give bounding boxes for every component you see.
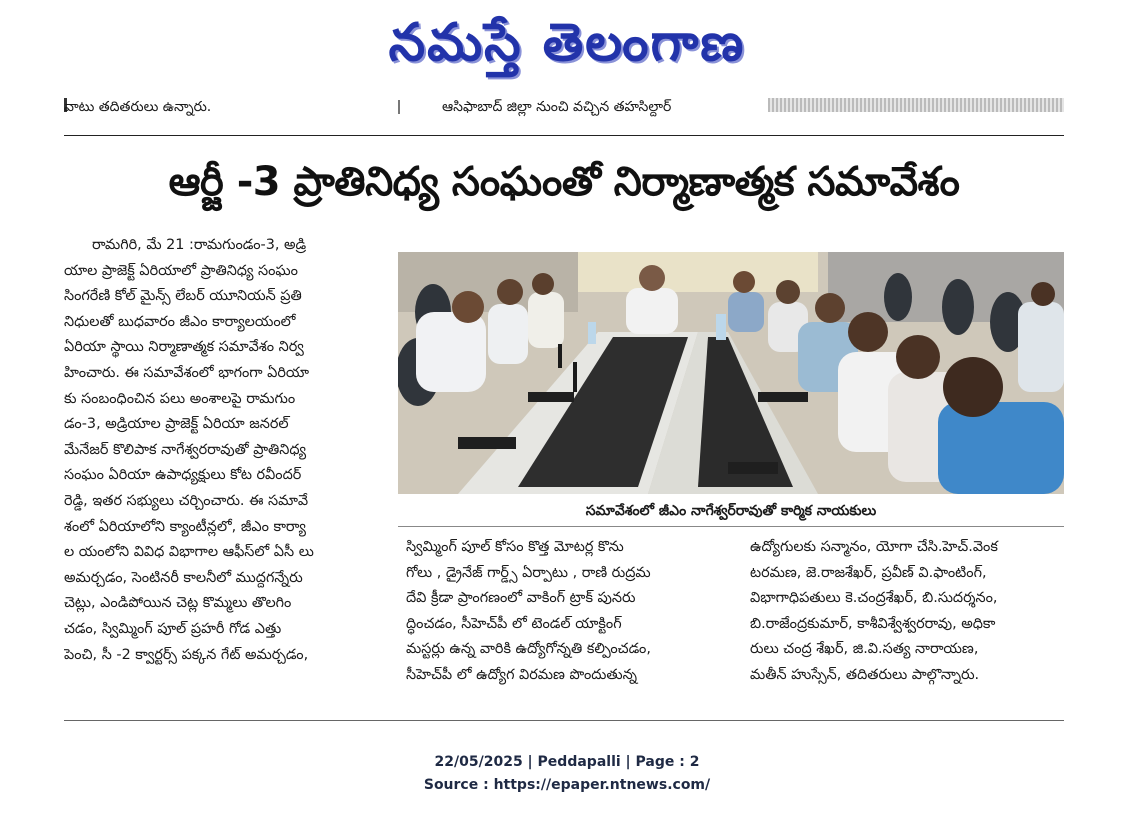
right-line: మతీన్ హుస్సేన్, తదితరులు పాల్గొన్నారు. (750, 666, 980, 683)
lead-line: పెంచి, సీ -2 క్వార్టర్స్ పక్కన గేట్ అమర్చడం, (64, 646, 309, 663)
top-divider (64, 135, 1064, 136)
article-middle-column (406, 535, 732, 689)
right-line: రులు చంద్ర శేఖర్, జి.వి.సత్య నారాయణ, (750, 641, 979, 658)
lead-line: చడం, స్విమ్మింగ్ పూల్ ప్రహరీ గోడ ఎత్తు (64, 620, 282, 637)
middle-line: మస్టర్లు ఉన్న వారికి ఉద్యోగోన్నతి కల్పించడం, (406, 641, 651, 658)
edition-info: 22/05/2025 | Peddapalli | Page : 2 (434, 754, 700, 770)
caption-divider (398, 526, 1064, 527)
column-separator (398, 100, 400, 114)
meeting-photo (398, 252, 1064, 494)
lead-line: మేనేజర్ కొలిపాక నాగేశ్వరరావుతో ప్రాతినిధ్య (64, 441, 307, 458)
source-url: Source : https://epaper.ntnews.com/ (423, 777, 711, 793)
lead-line: రెడ్డి, ఇతర సభ్యులు చర్చించారు. ఈ సమావే (64, 492, 309, 509)
middle-line: సీహెచ్‌పీ లో ఉద్యోగ విరమణ పొందుతున్న (406, 666, 637, 683)
lead-line: యాల ప్రాజెక్ట్ ఏరియాలో ప్రాతినిధ్య సంఘం (64, 262, 298, 279)
lead-line: కు సంబంధించిన పలు అంశాలపై రామగుం (64, 390, 296, 407)
middle-line: స్విమ్మింగ్ పూల్ కోసం కొత్త మోటర్ల కొను (406, 539, 624, 555)
continued-text-left: వాటు తదితరులు ఉన్నారు. (64, 99, 212, 115)
article-right-column (750, 535, 1064, 689)
lead-line: ల యంలోని వివిధ విభాగాల ఆఫీస్‌లో ఏసీ లు (64, 544, 314, 561)
continued-text-right: ఆసిఫాబాద్ జిల్లా నుంచి వచ్చిన తహసిల్దార్ (442, 99, 672, 115)
lead-line: సంఘం ఏరియా ఉపాధ్యక్షులు కోట రవీందర్ (64, 467, 302, 484)
article-lead-column (64, 233, 392, 668)
middle-line: దేవి క్రీడా ప్రాంగణంలో వాకింగ్ ట్రాక్ పునరు (406, 590, 636, 607)
lead-line: హించారు. ఈ సమావేశంలో భాగంగా ఏరియా (64, 364, 310, 381)
lead-line: చెట్లు, ఎండిపోయిన చెట్ల కొమ్మలు తొలగిం (64, 595, 292, 612)
right-line: టరమణ, జె.రాజశేఖర్, ప్రవీణ్ వి.ఫాంటింగ్, (750, 564, 987, 581)
lead-line: సింగరేణి కోల్ మైన్స్ లేబర్ యూనియన్ ప్రతి (64, 288, 302, 305)
right-line: విభాగాధిపతులు కె.చంద్రశేఖర్, బి.సుదర్శనం, (750, 590, 998, 607)
lead-line: డం-3, అడ్రియాల ప్రాజెక్ట్ ఏరియా జనరల్ (64, 416, 289, 433)
bottom-divider (64, 720, 1064, 721)
middle-line: ద్ధించడం, సీహెచ్‌పీ లో టెండల్ యాక్టింగ్ (406, 615, 622, 632)
lead-line: శంలో ఏరియాలోని క్యాంటీన్లలో, జీఎం కార్యా (64, 518, 306, 535)
lead-line: నిధులతో బుధవారం జీఎం కార్యాలయంలో (64, 313, 296, 330)
newspaper-masthead: నమస్తే తెలంగాణ (388, 13, 746, 73)
lead-line: ఏరియా స్థాయి నిర్మాణాత్మక సమావేశం నిర్వ (64, 339, 304, 356)
lead-line: అమర్చడం, సెంటినరీ కాలనీలో ముద్దగన్నేరు (64, 569, 303, 586)
middle-line: గోలు , డ్రైనేజ్ గార్డ్స్ ఏర్పాటు , రాణి రుద్రమ (406, 564, 651, 581)
lead-line: రామగిరి, మే 21 :రామగుండం-3, అడ్రి (92, 237, 307, 253)
adjacent-article-strip (768, 98, 1064, 112)
right-line: బి.రాజేంద్రకుమార్, కాశీవిశ్వేశ్వరరావు, అధికా (750, 615, 996, 632)
article-headline: ఆర్జీ -3 ప్రాతినిధ్య సంఘంతో నిర్మాణాత్మక సమావేశం (168, 159, 960, 205)
photo-caption: సమావేశంలో జీఎం నాగేశ్వర్‌రావుతో కార్మిక నాయకులు (585, 503, 877, 519)
right-line: ఉద్యోగులకు సన్మానం, యోగా చేసి.హెచ్.వెంక (750, 539, 998, 555)
